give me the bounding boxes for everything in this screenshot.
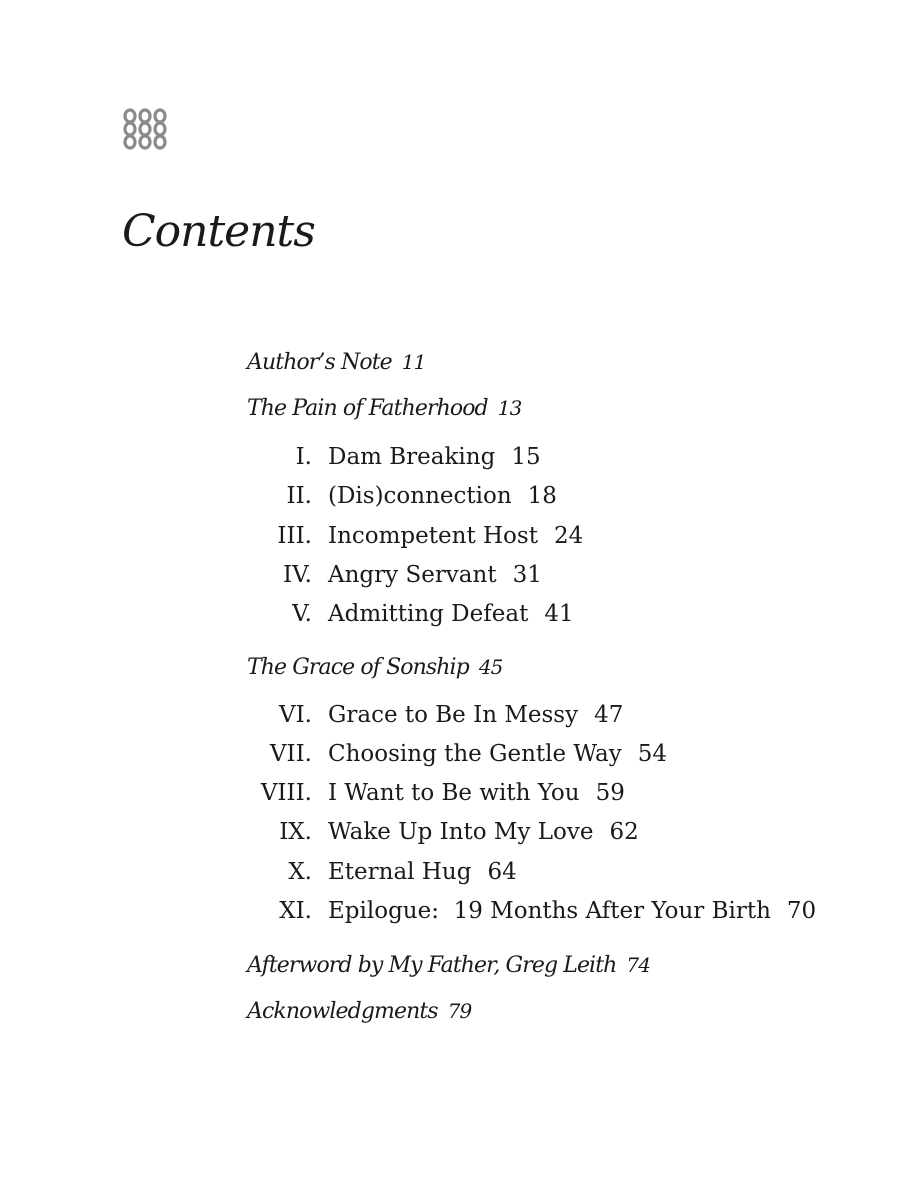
page-number: 13 — [497, 396, 522, 420]
toc-chapter-entry — [0, 900, 900, 928]
toc-chapter-entry — [0, 743, 900, 771]
page-number: 59 — [595, 780, 625, 806]
section-title: Afterword by My Father, Greg Leith — [247, 953, 617, 978]
chapter-numeral: I. — [295, 444, 312, 470]
toc-chapter-entry — [0, 603, 900, 631]
toc-chapter-entry — [0, 861, 900, 889]
toc-section-entry — [247, 1001, 471, 1023]
section-title: Acknowledgments — [247, 999, 438, 1024]
chapter-numeral: VIII. — [260, 780, 312, 806]
toc-section-entry — [247, 352, 425, 374]
chapter-title: Choosing the Gentle Way — [328, 741, 622, 767]
page-number: 79 — [447, 999, 472, 1023]
chapter-numeral: II. — [286, 483, 312, 509]
section-title: The Pain of Fatherhood — [247, 396, 488, 421]
page-number: 54 — [637, 741, 668, 767]
page-number: 70 — [786, 898, 817, 924]
chapter-numeral: V. — [292, 601, 312, 627]
page-number: 24 — [553, 523, 584, 549]
chapter-title: Dam Breaking — [328, 444, 496, 470]
chapter-title: Eternal Hug — [328, 859, 472, 885]
chapter-numeral: VII. — [269, 741, 312, 767]
chapter-title: Grace to Be In Messy — [328, 702, 579, 728]
page-number: 74 — [626, 953, 651, 977]
chapter-title: (Dis)connection — [328, 483, 512, 509]
toc-chapter-entry — [0, 821, 900, 849]
chapter-title: Incompetent Host — [328, 523, 538, 549]
toc-section-entry — [247, 398, 521, 420]
page-number: 18 — [527, 483, 557, 509]
chapter-numeral: IX. — [279, 819, 312, 845]
section-title: The Grace of Sonship — [247, 655, 469, 680]
chapter-title: I Want to Be with You — [328, 780, 580, 806]
chapter-numeral: III. — [277, 523, 312, 549]
chapter-title: Epilogue: 19 Months After Your Birth — [328, 898, 771, 924]
chapter-numeral: XI. — [279, 898, 312, 924]
toc-chapter-entry — [0, 525, 900, 553]
page-title: Contents — [122, 206, 315, 257]
page-number: 62 — [609, 819, 639, 845]
toc-section-entry — [247, 955, 650, 977]
page-number: 41 — [544, 601, 574, 627]
chapter-title: Admitting Defeat — [328, 601, 529, 627]
page-number: 31 — [512, 562, 542, 588]
page-number: 64 — [487, 859, 517, 885]
chapter-numeral: IV. — [283, 562, 312, 588]
toc-chapter-entry — [0, 446, 900, 474]
toc-chapter-entry — [0, 564, 900, 592]
section-title: Author’s Note — [247, 350, 392, 375]
page-number: 47 — [594, 702, 624, 728]
page-number: 11 — [401, 350, 426, 374]
chapter-title: Wake Up Into My Love — [328, 819, 594, 845]
toc-section-entry — [247, 657, 503, 679]
page-number: 15 — [511, 444, 541, 470]
toc-chapter-entry — [0, 704, 900, 732]
chapter-numeral: X. — [288, 859, 312, 885]
chapter-numeral: VI. — [278, 702, 312, 728]
toc-chapter-entry — [0, 485, 900, 513]
page-number: 45 — [478, 655, 503, 679]
toc-chapter-entry — [0, 782, 900, 810]
chapter-title: Angry Servant — [328, 562, 497, 588]
